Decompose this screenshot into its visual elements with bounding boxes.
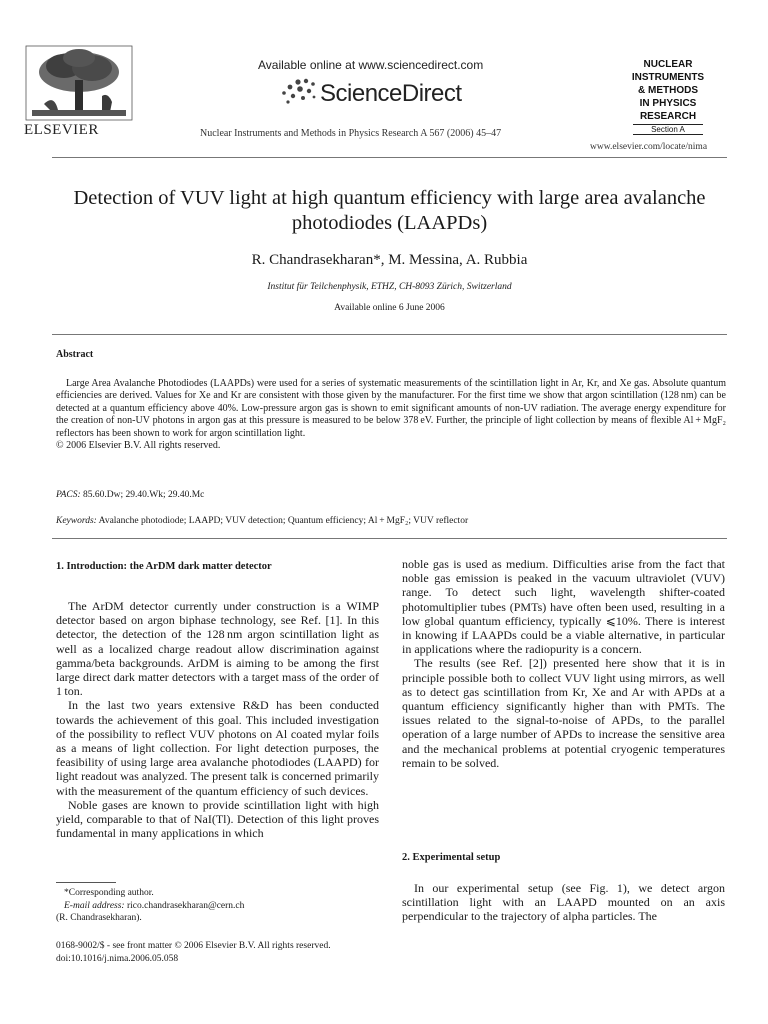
abstract-heading: Abstract <box>56 349 94 360</box>
section-1-paragraph: The ArDM detector currently under construction is a WIMP detector based on argon biphase technology, see Ref. [1]. In this detector, the detection of the 128 nm argon scintillation light as well as a localized charge readout allow discrimination against gamma/beta backgrounds. ArDM is aiming to be among the first large direct dark matter detectors with a target mass of the order of 1 ton. <box>56 599 379 699</box>
email-line <box>56 900 244 913</box>
section-2-heading: 2. Experimental setup <box>402 852 501 863</box>
footnote-divider <box>56 882 116 883</box>
journal-logo-line: IN PHYSICS <box>639 98 697 109</box>
abstract-copyright: © 2006 Elsevier B.V. All rights reserved. <box>56 440 221 452</box>
article-title: Detection of VUV light at high quantum efficiency with large area avalanche photodiodes (LAAPDs) <box>73 187 706 234</box>
journal-logo-line: NUCLEAR <box>643 59 693 70</box>
tree-icon <box>24 44 134 122</box>
sciencedirect-dots-icon <box>276 76 320 106</box>
section-2-text <box>402 881 725 924</box>
available-online-text: Available online at www.sciencedirect.com <box>258 58 484 72</box>
footnote <box>56 887 244 925</box>
front-matter-line: 0168-9002/$ - see front matter © 2006 Elsevier B.V. All rights reserved. <box>56 941 331 951</box>
abstract-top-divider <box>52 334 727 335</box>
section-1-paragraph: The results (see Ref. [2]) presented here show that it is in principle possible both to collect VUV light using mirrors, as well as to detect gas scintillation from Kr, Xe and Ar with APDs at a quantum efficiency significantly higher than with PMTs. The issues related to the signal-to-noise of APDs, to the parallel operation of a large number of APDs to increase the sensitive area and the mechanical problems at potential cryogenic temperatures remain to be solved. <box>402 656 725 770</box>
abstract-bottom-divider <box>52 538 727 539</box>
keywords-values: Avalanche photodiode; LAAPD; VUV detection; Quantum efficiency; Al + MgF₂; VUV reflector <box>96 516 469 526</box>
pacs-values: 85.60.Dw; 29.40.Wk; 29.40.Mc <box>80 490 205 500</box>
journal-logo-line: & METHODS <box>638 85 698 96</box>
journal-url[interactable]: www.elsevier.com/locate/nima <box>590 142 708 152</box>
section-1-heading: 1. Introduction: the ArDM dark matter detector <box>56 561 272 572</box>
abstract-paragraph: Large Area Avalanche Photodiodes (LAAPDs) were used for a series of systematic measurements of the scintillation light in Ar, Kr, and Xe gas. Absolute quantum efficiencies are derived. Values for Xe and Kr are consistent with those given by the manufacturer. For the first time we show that argon scintillation (128 nm) can be detected at a quantum efficiency above 40%. Low-pressure argon gas is shown to emit significant amounts of non-UV radiation. The average energy expenditure for the creation of non-UV photons in argon gas at this pressure is measured to be below 378 eV. Further, the principle of light collection by means of flexible Al + MgF₂ reflectors has been shown to work for argon scintillation light. <box>56 378 726 439</box>
front-matter <box>56 940 331 965</box>
journal-logo-line: RESEARCH <box>639 111 697 122</box>
email-address[interactable]: rico.chandrasekharan@cern.ch <box>124 900 245 911</box>
section-1-paragraph: noble gas is used as medium. Difficulties arise from the fact that noble gas emission is peaked in the vacuum ultraviolet (VUV) range. To detect such light, wavelength shifter-coated photomultiplier tubes (PMTs) have often been used, resulting in a low global quantum efficiency, typically ⩽10%. There is interest in knowing if LAAPDs could be a viable alternative, in particular in applications where the radiopurity is a concern. <box>402 557 725 657</box>
doi-line[interactable]: doi:10.1016/j.nima.2006.05.058 <box>56 953 179 964</box>
right-column-text <box>402 557 725 770</box>
corresponding-author-note: *Corresponding author. <box>64 888 154 898</box>
journal-section: Section A <box>633 124 703 135</box>
pacs-label: PACS: <box>56 490 81 500</box>
abstract-text <box>56 378 726 452</box>
keywords-label: Keywords: <box>56 516 97 526</box>
journal-logo <box>618 58 718 135</box>
author-name-note: (R. Chandrasekharan). <box>56 913 142 923</box>
section-2-paragraph: In our experimental setup (see Fig. 1), we detect argon scintillation light with an LAAPD mounted on an axis perpendicular to the trajectory of alpha particles. The <box>402 881 725 924</box>
article-authors: R. Chandrasekharan*, M. Messina, A. Rubbia <box>251 252 528 268</box>
email-label: E-mail address: <box>64 900 125 911</box>
pacs-codes <box>56 490 204 500</box>
left-column-text <box>56 599 379 840</box>
available-date: Available online 6 June 2006 <box>334 303 445 313</box>
section-1-paragraph: Noble gases are known to provide scintillation light with high yield, comparable to that of NaI(Tl). Detection of this light proves fundamental in many applications in which <box>56 797 379 841</box>
keywords <box>56 516 468 526</box>
publisher-name: ELSEVIER <box>24 122 99 138</box>
section-1-paragraph: In the last two years extensive R&D has been conducted towards the achievement of this goal. This included investigation of the possibility to reflect VUV photons on Al coated mylar foils as a means of light collection. For light detection purposes, the feasibility of using large area avalanche photodiodes (LAAPD) for light readout was analyzed. The present talk is concerned primarily with the measurement of the quantum efficiency of such devices. <box>56 698 379 798</box>
journal-logo-line: INSTRUMENTS <box>631 72 705 83</box>
header-divider <box>52 157 727 158</box>
journal-citation: Nuclear Instruments and Methods in Physics Research A 567 (2006) 45–47 <box>200 128 502 139</box>
author-affiliation: Institut für Teilchenphysik, ETHZ, CH-8093 Zürich, Switzerland <box>267 282 512 292</box>
sciencedirect-wordmark: ScienceDirect <box>320 80 462 107</box>
